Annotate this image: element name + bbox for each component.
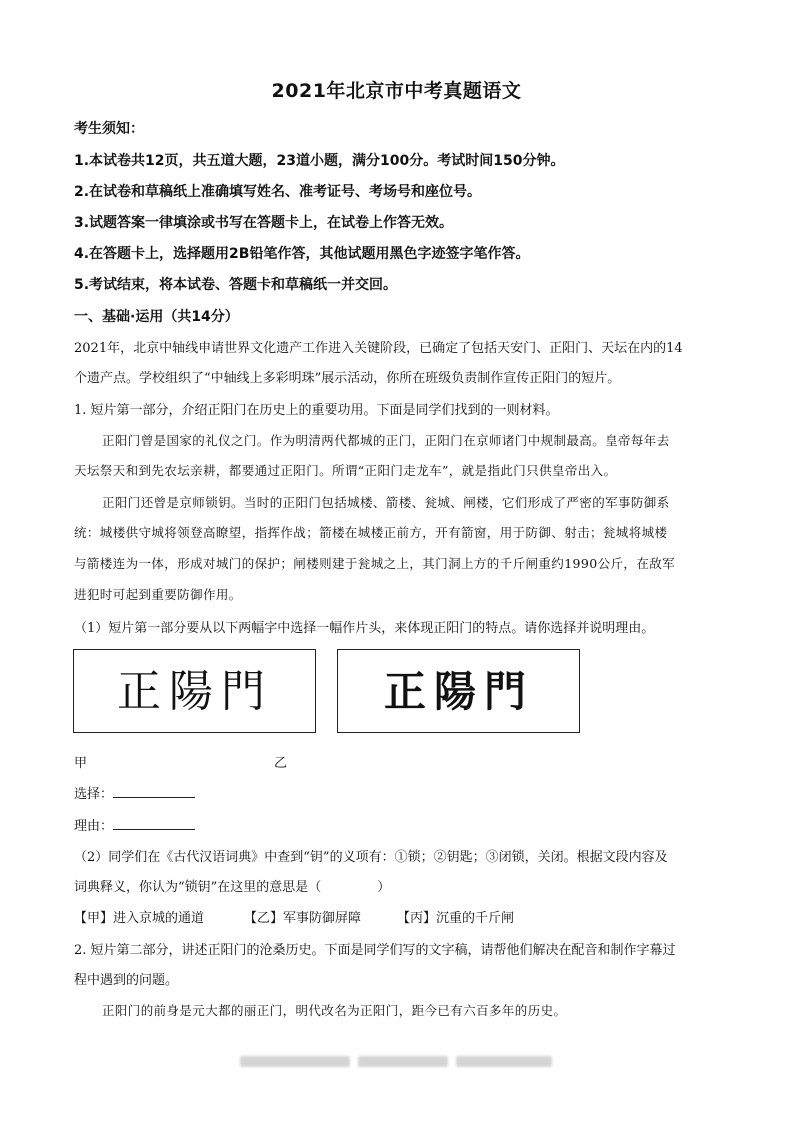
question-2-text: 正阳门的前身是元大都的丽正门，明代改名为正阳门，距今已有六百多年的历史。 — [102, 1003, 567, 1018]
stem-text-end: ） — [377, 880, 391, 895]
material-line: 与箭楼连为一体，形成对城门的保护；闸楼则建于瓮城之上，其门洞上方的千斤闸重约1990公斤，在敌军 — [74, 556, 676, 571]
choose-row — [74, 783, 724, 802]
question-2-stem: 程中遇到的问题。 — [74, 973, 179, 988]
calligraphy-box-a — [73, 649, 316, 733]
sub-question-1-stem: （1）短片第一部分要从以下两幅字中选择一幅作片头，来体现正阳门的特点。请你选择并说明理由。 — [74, 621, 655, 636]
material-line: 统：城楼供守城将领登高瞭望，指挥作战；箭楼在城楼正前方，开有箭窗，用于防御、射击；瓮城将城楼 — [74, 525, 668, 540]
calligraphy-clerical-script-image — [369, 661, 549, 721]
choose-answer-blank[interactable] — [113, 785, 195, 798]
sub-question-2-stem-line2 — [74, 876, 724, 895]
blurred-watermark — [240, 1056, 350, 1067]
reason-answer-blank[interactable] — [113, 817, 195, 830]
calligraphy-seal-script-image — [105, 661, 285, 721]
material-line: 正阳门曾是国家的礼仪之门。作为明清两代都城的正门，正阳门在京师诸门中规制最高。皇帝每年去 — [102, 433, 670, 448]
question-2-stem: 2. 短片第二部分，讲述正阳门的沧桑历史。下面是同学们写的文字稿，请帮他们解决在配音和制作字幕过 — [74, 943, 676, 958]
notice-item: 1.本试卷共12页，共五道大题，23道小题，满分100分。考试时间150分钟。 — [74, 153, 565, 169]
reason-row — [74, 815, 724, 834]
option-label-b: 乙 — [274, 756, 288, 771]
option-jia: 【甲】进入京城的通道 — [74, 911, 205, 926]
section-heading: 一、基础·运用（共14分） — [74, 309, 239, 325]
material-line: 正阳门还曾是京师锁钥。当时的正阳门包括城楼、箭楼、瓮城、闸楼，它们形成了严密的军事防御系 — [102, 495, 670, 510]
notice-item: 3.试题答案一律填涂或书写在答题卡上，在试卷上作答无效。 — [74, 215, 454, 231]
notice-item: 4.在答题卡上，选择题用2B铅笔作答，其他试题用黑色字迹签字笔作答。 — [74, 246, 530, 262]
intro-line: 个遗产点。学校组织了“中轴线上多彩明珠”展示活动，你所在班级负责制作宣传正阳门的短片。 — [74, 371, 621, 386]
option-bing: 【丙】沉重的千斤闸 — [397, 911, 515, 926]
notice-item: 2.在试卷和草稿纸上准确填写姓名、准考证号、考场号和座位号。 — [74, 184, 482, 200]
calligraphy-b-text: 正陽門 — [383, 667, 534, 716]
notice-item: 5.考试结束，将本试卷、答题卡和草稿纸一并交回。 — [74, 277, 398, 293]
notice-heading: 考生须知： — [74, 121, 144, 137]
material-line: 天坛祭天和到先农坛亲耕，都要通过正阳门。所谓“正阳门走龙车”，就是指此门只供皇帝出入。 — [74, 463, 617, 478]
calligraphy-box-b — [337, 649, 580, 733]
stem-text: 词典释义，你认为“锁钥”在这里的意思是（ — [74, 880, 322, 895]
sub-question-2-stem: （2）同学们在《古代汉语词典》中查到“钥”的义项有：①锁；②钥匙；③闭锁，关闭。根据文段内容及 — [74, 850, 668, 865]
blurred-watermark — [358, 1056, 448, 1067]
blurred-watermark — [456, 1056, 552, 1067]
question-1-stem: 1. 短片第一部分，介绍正阳门在历史上的重要功用。下面是同学们找到的一则材料。 — [74, 403, 559, 418]
choose-label: 选择： — [74, 787, 114, 802]
reason-label: 理由： — [74, 819, 114, 834]
option-yi: 【乙】军事防御屏障 — [244, 911, 362, 926]
material-line: 进犯时可起到重要防御作用。 — [74, 587, 242, 602]
option-label-a: 甲 — [74, 756, 88, 771]
page-title: 2021年北京市中考真题语文 — [271, 80, 522, 102]
intro-line: 2021年，北京中轴线申请世界文化遗产工作进入关键阶段，已确定了包括天安门、正阳门、天坛在内的14 — [74, 341, 683, 356]
calligraphy-a-text: 正陽門 — [116, 666, 273, 717]
